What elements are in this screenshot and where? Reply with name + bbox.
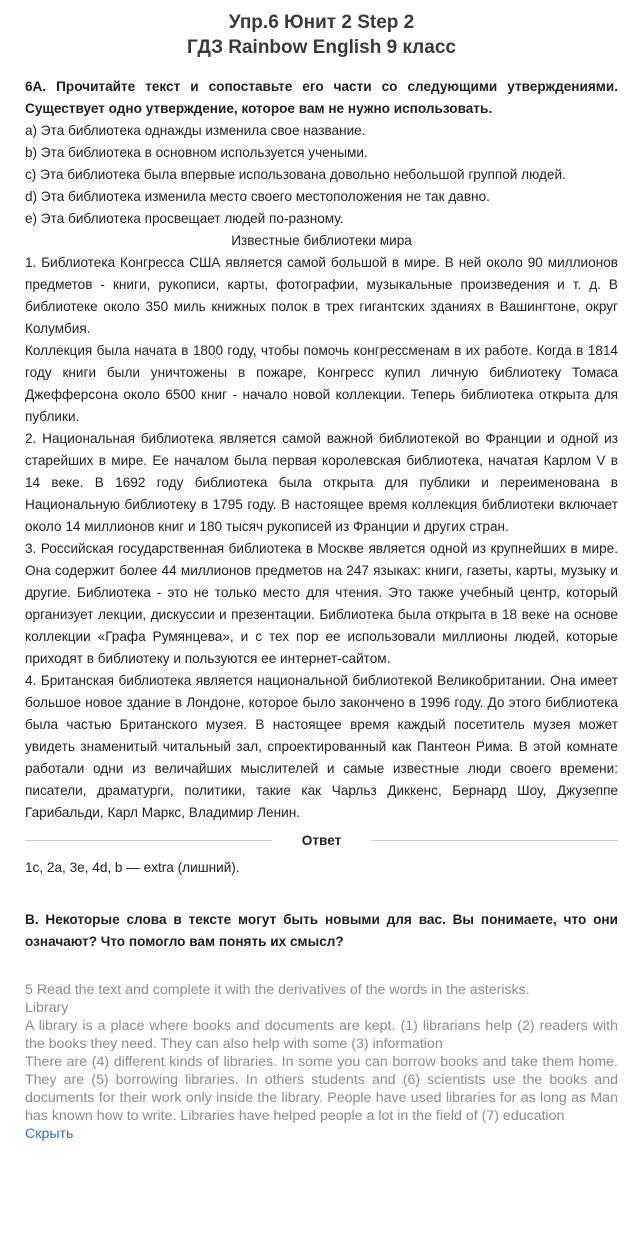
title-line-2: ГДЗ Rainbow English 9 класс (187, 37, 456, 58)
title-line-1: Упр.6 Юнит 2 Step 2 (228, 12, 415, 33)
paragraph-2: 2. Национальная библиотека является самой важной библиотекой во Франции и одной из старейших в мире. Ее началом была первая королевская библиотека, начатая Карлом V в 14 веке. В 1692 году библиотека была открыта для публики и переименована в Национальную библиотеку в 1795 году. В настоящее время коллекция библиотеки включает около 14 миллионов книг и 180 тысяч рукописей из Франции и других стран. (25, 431, 618, 534)
hide-link[interactable]: Скрыть (25, 1126, 74, 1142)
statement-d: d) Эта библиотека изменила место своего местоположения не так давно. (25, 189, 490, 204)
task-a-heading: 6A. Прочитайте текст и сопоставьте его части со следующими утверждениями. Существует одно утверждение, которое вам не нужно использовать. (25, 79, 618, 116)
next-task-line-2: Library (25, 1000, 69, 1016)
statement-a: a) Эта библиотека однажды изменила свое название. (25, 123, 366, 138)
next-task-para-2: There are (4) different kinds of libraries. In some you can borrow books and take them home. They are (5) borrowing libraries. In others students and (6) scientists use the books and documents for their work only inside the library. People have used libraries for as long as Man has known how to write. Libraries have helped people a lot in the field of (7) education (25, 1054, 618, 1124)
paragraph-4: 4. Британская библиотека является национальной библиотекой Великобритании. Она имеет большое новое здание в Лондоне, которое было закончено в 1996 году. До этого библиотека была частью Британского музея. В настоящее время каждый посетитель музея может увидеть знаменитый читальный зал, спроектированный как Пантеон Рима. В этой комнате работали одни из величайших мыслителей и самые известные люди своего времени: писатели, драматурги, политики, такие как Чарльз Диккенс, Бернард Шоу, Джузеппе Гарибальди, Карл Маркс, Владимир Ленин. (25, 673, 618, 820)
text-title: Известные библиотеки мира (231, 233, 412, 248)
answer-label: Ответ (301, 833, 342, 848)
statement-c: c) Эта библиотека была впервые использована довольно небольшой группой людей. (25, 167, 566, 182)
next-task-line-1: 5 Read the text and complete it with the derivatives of the words in the asterisks. (25, 982, 530, 998)
answer-divider (25, 833, 618, 848)
statement-e: e) Эта библиотека просвещает людей по-разному. (25, 211, 344, 226)
task-b-heading: B. Некоторые слова в тексте могут быть новыми для вас. Вы понимаете, что они означают? Что помогло вам понять их смысл? (25, 912, 618, 949)
paragraph-1: 1. Библиотека Конгресса США является самой большой в мире. В ней около 90 миллионов предметов - книги, рукописи, карты, фотографии, музыкальные произведения и т. д. В библиотеке около 350 миль книжных полок в трех гигантских зданиях в Вашингтоне, округ Колумбия. (25, 255, 618, 336)
paragraph-1b: Коллекция была начата в 1800 году, чтобы помочь конгрессменам в их работе. Когда в 1814 году книги были уничтожены в пожаре, Конгресс купил личную библиотеку Томаса Джефферсона около 6500 книг - начало новой коллекции. Теперь библиотека открыта для публики. (25, 343, 618, 424)
divider-rule-right (371, 840, 618, 841)
statement-b: b) Эта библиотека в основном используется учеными. (25, 145, 368, 160)
paragraph-3: 3. Российская государственная библиотека в Москве является одной из крупнейших в мире. Она содержит более 44 миллионов предметов на 247 языках: книги, газеты, карты, музыку и другие. Библиотека - это не только место для чтения. Это также учебный центр, который организует лекции, дискуссии и презентации. Библиотека была открыта в 18 веке на основе коллекции «Графа Румянцева», и с тех пор ее использовали миллионы людей, которые приходят в библиотеку и пользуются ее интернет-сайтом. (25, 541, 618, 666)
answer-text: 1c, 2a, 3e, 4d, b — extra (лишний). (25, 860, 240, 875)
next-task-para-1: A library is a place where books and documents are kept. (1) librarians help (2) readers with the books they need. They can also help with some (3) information (25, 1018, 618, 1052)
page-title (25, 10, 618, 60)
divider-rule-left (25, 840, 272, 841)
